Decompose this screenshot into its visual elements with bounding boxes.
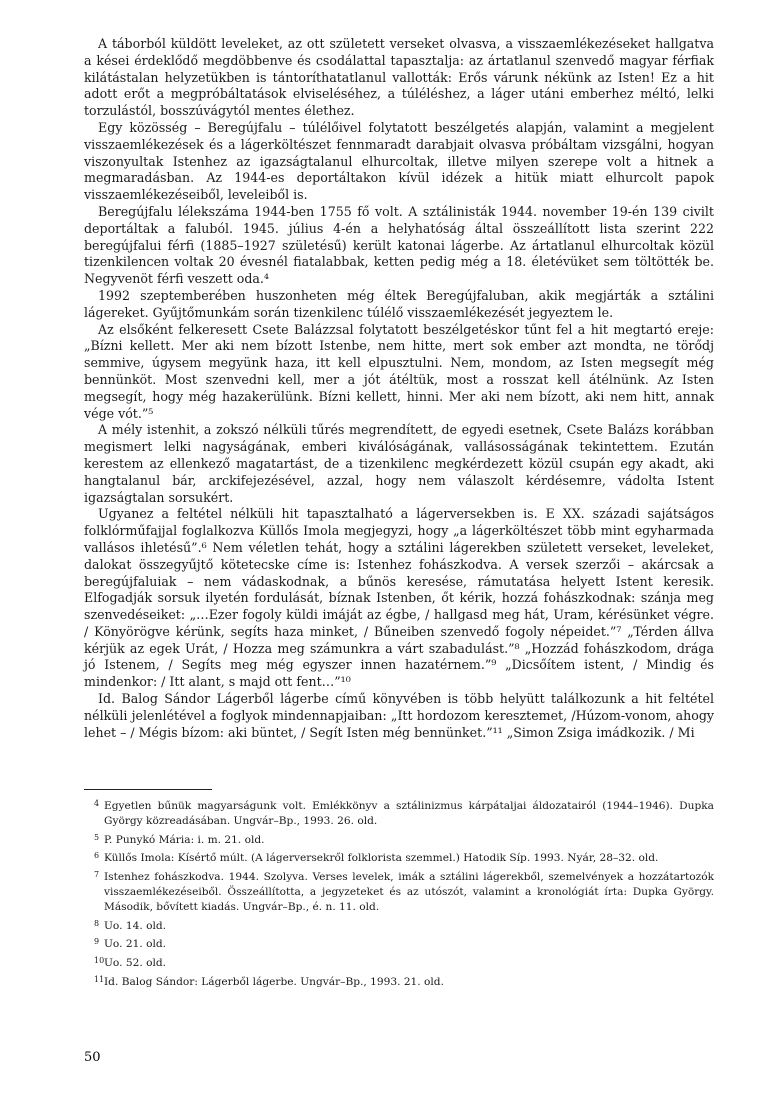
paragraph: Id. Balog Sándor Lágerből lágerbe című könyvében is több helyütt találkozunk a hit feltétel nélküli jelenlétével a foglyok mindennapjaiban: „Itt hordozom keresztemet, /Húzom-vonom, ahogy lehet – / Mégis bízom: aki büntet, / Segít Isten még bennünket.”¹¹ „Simon Zsiga imádkozik. / Mi [84, 691, 714, 740]
footnote-number: 11 [94, 974, 105, 984]
footnote-text: Uo. 14. old. [104, 919, 166, 932]
footnote-text: Uo. 52. old. [104, 957, 166, 970]
paragraph: Beregújfalu lélekszáma 1944-ben 1755 fő volt. A sztálinisták 1944. november 19-én 139 civilt deportáltak a faluból. 1945. július 4-én a helyhatóság által összeállított lista szerint 222 beregújfalui férfi (1885–1927 születésű) került katonai lágerbe. Az ártatlanul elhurcoltak közül tizenkilencen voltak 20 évesnél fiatalabbak, ketten pedig még a 18. életévüket sem töltötték be. Negyvenöt férfi veszett oda.⁴ [84, 203, 714, 287]
paragraph: A mély istenhit, a zokszó nélküli tűrés megrendített, de egyedi esetnek, Csete Balázs korábban megismert lelki nagyságának, emberi kiválóságának, vallásosságának tekintettem. Ezután kerestem az ellenkező magatartást, de a tizenkilenc megkérdezett közül csupán egy akadt, aki hangtalanul bár, arckifejezésével, azzal, hogy nem válaszolt kérdésemre, vádolta Istent igazságtalan sorsukért. [84, 422, 714, 505]
footnote-number: 4 [94, 799, 100, 808]
page-number: 50 [84, 1050, 101, 1065]
footnote [84, 975, 714, 990]
footnote-number: 7 [94, 870, 100, 880]
body-text [84, 36, 714, 741]
footnote [84, 870, 714, 914]
footnote-divider [84, 789, 212, 790]
footnote-text: P. Punykó Mária: i. m. 21. old. [104, 833, 265, 846]
footnote-number: 8 [94, 918, 100, 928]
footnote-text: Uo. 21. old. [104, 938, 166, 951]
paragraph: Egy közösség – Beregújfalu – túlélőivel folytatott beszélgetés alapján, valamint a megjelent visszaemlékezések és a lágerköltészet fennmaradt darabjait olvasva próbáltam vizsgálni, hogyan viszonyultak Istenhez az igazságtalanul elhurcoltak, illetve milyen szerepe volt a hitnek a megmaradásban. Az 1944-es deportáltakon kívül idézek a hitük miatt elhurcolt papok visszaemlékezéseiből, leveleiből is. [84, 119, 714, 203]
page-body [84, 36, 714, 741]
paragraph: 1992 szeptemberében huszonheten még éltek Beregújfaluban, akik megjárták a sztálini lágereket. Gyűjtőmunkám során tizenkilenc túlélő visszaemlékezését jegyeztem le. [84, 287, 714, 320]
footnote-number: 5 [94, 832, 100, 842]
footnotes [84, 799, 714, 994]
footnote-text: Istenhez fohászkodva. 1944. Szolyva. Verses levelek, imák a sztálini lágerekből, szemelvények a hozzátartozók visszaemlékezéseiből. Összeállította, a jegyzeteket és az utószót, valamint a kronológiát írta: Dupka György. Második, bővített kiadás. Ungvár–Bp., é. n. 11. old. [104, 871, 714, 913]
paragraph: A táborból küldött leveleket, az ott született verseket olvasva, a visszaemlékezéseket hallgatva a kései érdeklődő megdöbbenve és csodálattal tapasztalja: az ártatlanul szenvedő magyar férfiak kilátástalan helyzetükben is tántoríthatatlanul vallották: Erős várunk nékünk az Isten! Ez a hit adott erőt a megpróbáltatások elviseléséhez, a túléléshez, a láger utáni emberhez méltó, lelki torzulástól, bosszúvágytól mentes élethez. [84, 36, 714, 119]
footnote-text: Egyetlen bűnük magyarságunk volt. Emlékkönyv a sztálinizmus kárpátaljai áldozatairól (1944–1946). Dupka György közreadásában. Ungvár–Bp., 1993. 26. old. [104, 800, 714, 827]
paragraph: Ugyanez a feltétel nélküli hit tapasztalható a lágerversekben is. E XX. századi sajátságos folklórműfajjal foglalkozva Küllős Imola megjegyzi, hogy „a lágerköltészet több mint egyharmada vallásos ihletésű”.⁶ Nem véletlen tehát, hogy a sztálini lágerekben született verseket, leveleket, dalokat összegyűjtő kötetecske címe is: Istenhez fohászkodva. A versek szerzői – akárcsak a beregújfaluiak – nem vádaskodnak, a bűnös keresése, rámutatása helyett Istent keresik. Elfogadják sorsuk ilyetén fordulását, bíznak Istenben, őt kérik, hozzá fohászkodnak: szánja meg szenvedéseiket: „…Ezer fogoly küldi imáját az égbe, / hallgasd meg hát, Uram, kérésünket végre. / Könyörögve kérünk, segíts haza minket, / Bűneiben szenvedő fogoly népeidet.”⁷ „Térden állva kérjük az egek Urát, / Hozza meg számunkra a várt szabadulást.”⁸ „Hozzád fohászkodom, drága jó Istenem, / Segíts meg még egyszer innen hazatérnem.”⁹ „Dicsőítem istent, / Mindig és mindenkor: / Itt alant, s majd ott fent…”¹⁰ [84, 506, 714, 690]
footnote-number: 10 [94, 956, 105, 966]
footnote [84, 919, 714, 934]
footnote [84, 799, 714, 829]
footnote-text: Id. Balog Sándor: Lágerből lágerbe. Ungvár–Bp., 1993. 21. old. [104, 975, 444, 988]
footnote-number: 9 [94, 937, 100, 947]
footnote [84, 833, 714, 848]
paragraph: Az elsőként felkeresett Csete Balázzsal folytatott beszélgetéskor tűnt fel a hit megtartó ereje: „Bízni kellett. Mer aki nem bízott Istenbe, nem hitte, mert sok ember azt mondta, ne törődj semmive, úgysem megyünk haza, itt kell elpusztulni. Nem, mondom, az Isten megsegít még bennünköt. Most szenvedni kell, mer a jót átéltük, most a rosszat kell átélnünk. Az Isten megsegít, hogy még hazakerülünk. Bízni kellett, hinni. Mer aki nem bízott, aki nem hitt, annak vége vót.”⁵ [84, 321, 714, 421]
footnote [84, 937, 714, 952]
footnote-text: Küllős Imola: Kísértő múlt. (A lágerversekről folklorista szemmel.) Hatodik Síp. 1993. Nyár, 28–32. old. [104, 852, 659, 865]
footnote [84, 851, 714, 866]
footnote-number: 6 [94, 851, 100, 861]
footnote [84, 956, 714, 971]
